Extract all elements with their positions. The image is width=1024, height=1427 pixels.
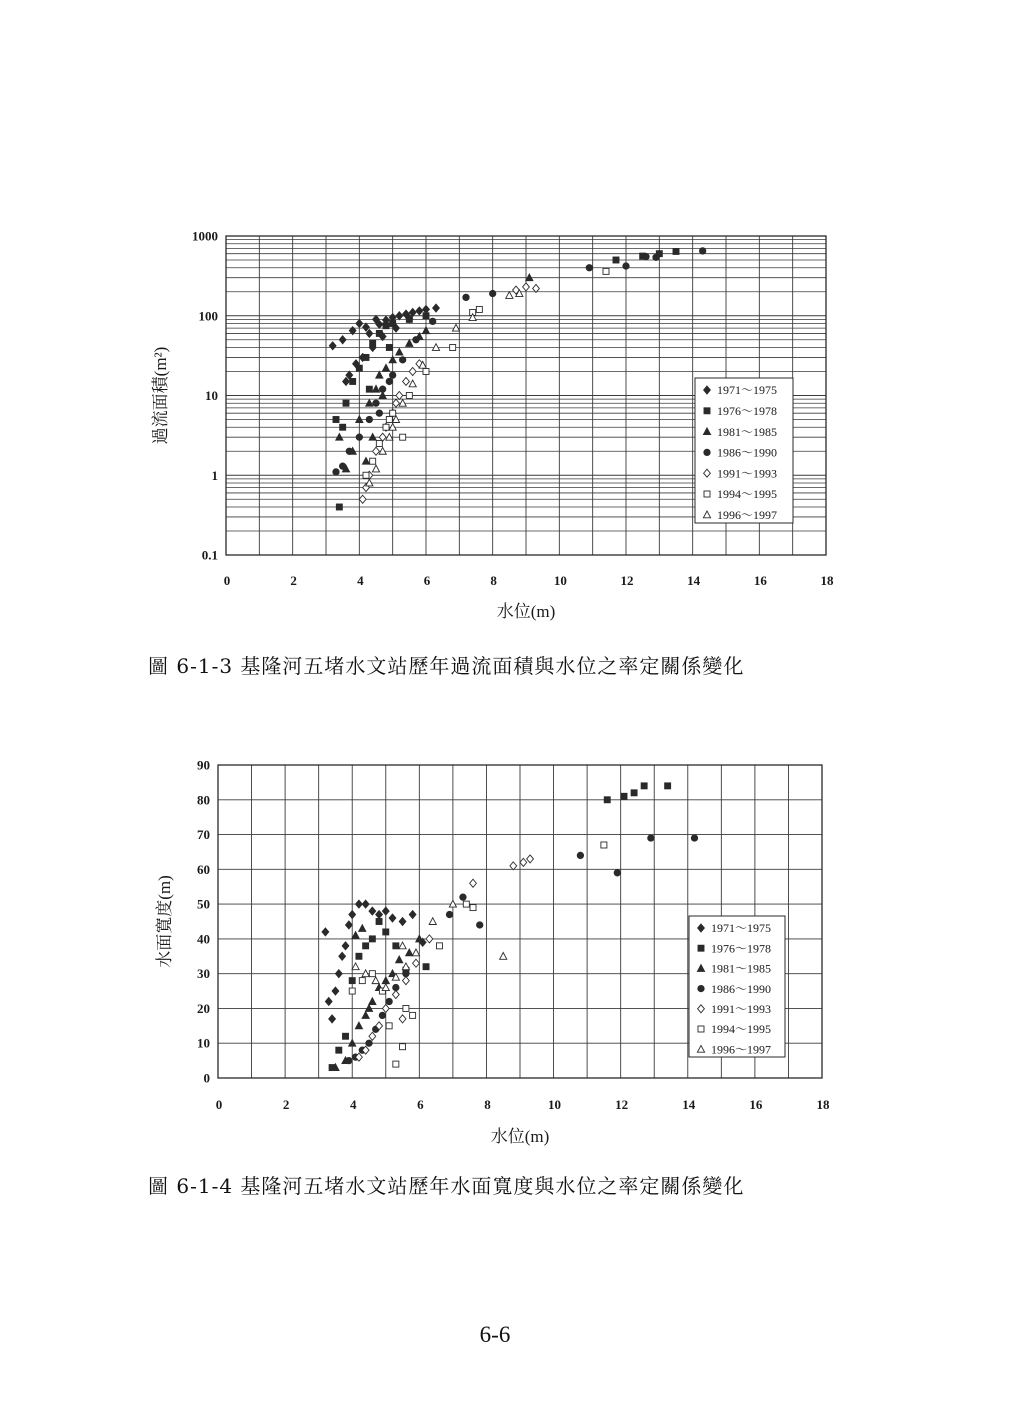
data-point: [641, 783, 647, 789]
y-tick-label: 80: [197, 792, 210, 808]
data-point: [376, 330, 382, 336]
x-tick-label: 12: [620, 573, 634, 588]
data-point: [460, 894, 466, 900]
legend-marker: [698, 985, 704, 991]
data-point: [614, 870, 620, 876]
data-point: [413, 337, 419, 343]
data-point: [356, 434, 362, 440]
x-tick-label: 18: [816, 1097, 830, 1112]
x-tick-label: 4: [357, 573, 364, 588]
x-tick-label: 14: [682, 1097, 696, 1112]
data-point: [336, 504, 342, 510]
data-point: [386, 378, 392, 384]
data-point: [370, 458, 376, 464]
x-tick-label: 10: [553, 573, 567, 588]
legend-label: 1981～1985: [711, 961, 772, 976]
x-axis-title: 水位(m): [496, 602, 556, 621]
data-point: [343, 1033, 349, 1039]
data-point: [363, 943, 369, 949]
data-point: [383, 424, 389, 430]
data-point: [383, 323, 389, 329]
data-point: [376, 441, 382, 447]
legend: [695, 378, 793, 523]
data-point: [653, 254, 659, 260]
legend-label: 1986～1990: [717, 445, 778, 460]
legend-label: 1994～1995: [717, 487, 778, 502]
data-point: [406, 393, 412, 399]
page-number: 6-6: [479, 1322, 511, 1347]
data-point: [403, 970, 409, 976]
data-point: [389, 372, 395, 378]
legend-label: 1994～1995: [711, 1022, 772, 1037]
x-tick-label: 6: [417, 1097, 424, 1112]
data-point: [648, 835, 654, 841]
legend-marker: [698, 1026, 704, 1032]
data-point: [403, 1005, 409, 1011]
data-point: [613, 257, 619, 263]
y-tick-label: 70: [197, 827, 210, 843]
figure-caption-1: 圖 6-1-3 基隆河五堵水文站歷年過流面積與水位之率定關係變化: [148, 654, 745, 678]
data-point: [383, 929, 389, 935]
data-point: [393, 1061, 399, 1067]
data-point: [340, 424, 346, 430]
legend: [689, 916, 785, 1057]
data-point: [369, 971, 375, 977]
legend-label: 1991～1993: [711, 1002, 772, 1016]
legend-label: 1981～1985: [717, 424, 778, 439]
data-point: [423, 313, 429, 319]
x-tick-label: 18: [820, 573, 834, 588]
data-point: [400, 434, 406, 440]
data-point: [423, 964, 429, 970]
x-axis-title: 水位(m): [490, 1127, 550, 1146]
data-point: [665, 783, 671, 789]
y-tick-label: 90: [197, 757, 210, 773]
data-point: [349, 988, 355, 994]
data-point: [373, 400, 379, 406]
y-tick-label: 0: [203, 1070, 210, 1086]
y-tick-label: 60: [197, 861, 210, 877]
data-point: [691, 835, 697, 841]
data-point: [333, 417, 339, 423]
width-vs-stage-chart: [0, 745, 1024, 1155]
data-point: [410, 1012, 416, 1018]
y-tick-label: 40: [197, 931, 210, 947]
data-point: [386, 344, 392, 350]
data-point: [470, 905, 476, 911]
data-point: [363, 354, 369, 360]
figure-caption-2: 圖 6-1-4 基隆河五堵水文站歷年水面寬度與水位之率定關係變化: [148, 1174, 745, 1198]
x-tick-label: 14: [687, 573, 701, 588]
data-point: [349, 978, 355, 984]
data-point: [386, 1023, 392, 1029]
data-point: [604, 797, 610, 803]
data-point: [429, 318, 435, 324]
data-point: [400, 1044, 406, 1050]
data-point: [346, 448, 352, 454]
y-tick-label: 10: [197, 1035, 210, 1051]
data-point: [346, 1057, 352, 1063]
data-point: [390, 410, 396, 416]
y-tick-label: 1: [211, 467, 218, 483]
data-point: [336, 1047, 342, 1053]
x-tick-label: 4: [349, 1097, 357, 1112]
data-point: [343, 400, 349, 406]
x-tick-label: 16: [749, 1097, 763, 1112]
x-tick-label: 6: [423, 573, 431, 588]
data-point: [489, 290, 495, 296]
y-tick-label: 100: [198, 308, 218, 324]
data-point: [631, 790, 637, 796]
data-point: [477, 922, 483, 928]
legend-label: 1996～1997: [711, 1042, 772, 1057]
data-point: [369, 936, 375, 942]
legend-label: 1971～1975: [717, 383, 778, 398]
x-tick-label: 2: [290, 573, 297, 588]
data-point: [359, 978, 365, 984]
data-point: [370, 340, 376, 346]
data-point: [363, 472, 369, 478]
y-axis-title: 水面寬度(m): [155, 875, 174, 968]
x-tick-label: 10: [548, 1097, 562, 1112]
y-tick-label: 1000: [192, 228, 218, 244]
data-point: [356, 953, 362, 959]
data-point: [577, 852, 583, 858]
data-point: [423, 368, 429, 374]
legend-marker: [698, 945, 704, 951]
data-point: [406, 316, 412, 322]
legend-marker: [704, 449, 710, 455]
x-tick-label: 8: [490, 573, 497, 588]
data-point: [366, 386, 372, 392]
x-tick-label: 2: [282, 1097, 290, 1112]
data-point: [699, 248, 705, 254]
data-point: [463, 294, 469, 300]
data-point: [379, 1012, 385, 1018]
data-point: [366, 416, 372, 422]
y-tick-label: 50: [197, 896, 210, 912]
data-point: [446, 911, 452, 917]
legend-label: 1991～1993: [717, 466, 778, 481]
data-point: [350, 378, 356, 384]
y-tick-label: 30: [197, 966, 210, 982]
data-point: [366, 1040, 372, 1046]
area-vs-stage-chart: [0, 200, 1024, 630]
y-tick-label: 20: [197, 1000, 210, 1016]
legend-label: 1986～1990: [711, 981, 772, 996]
data-point: [386, 998, 392, 1004]
x-tick-label: 0: [223, 573, 231, 588]
data-point: [586, 265, 592, 271]
data-point: [379, 386, 385, 392]
data-point: [603, 268, 609, 274]
y-axis-title: 過流面積(m²): [151, 346, 170, 445]
x-tick-label: 8: [484, 1097, 491, 1112]
x-tick-label: 16: [753, 573, 767, 588]
data-point: [436, 943, 442, 949]
data-point: [339, 463, 345, 469]
data-point: [673, 248, 679, 254]
x-tick-label: 0: [215, 1097, 223, 1112]
data-point: [643, 254, 649, 260]
legend-label: 1971～1975: [711, 921, 772, 936]
data-point: [376, 919, 382, 925]
data-point: [450, 344, 456, 350]
data-point: [399, 357, 405, 363]
y-tick-label: 10: [205, 388, 218, 403]
data-point: [393, 984, 399, 990]
y-tick-label: 0.1: [201, 547, 218, 563]
data-point: [390, 320, 396, 326]
data-point: [601, 842, 607, 848]
legend-marker: [704, 491, 710, 497]
data-point: [463, 901, 469, 907]
legend-label: 1996～1997: [717, 508, 778, 522]
data-point: [623, 263, 629, 269]
data-point: [476, 306, 482, 312]
legend-marker: [704, 408, 710, 414]
legend-label: 1976～1978: [717, 404, 778, 418]
data-point: [621, 793, 627, 799]
data-point: [356, 365, 362, 371]
data-point: [376, 410, 382, 416]
data-point: [333, 469, 339, 475]
data-point: [393, 943, 399, 949]
x-tick-label: 12: [615, 1097, 629, 1112]
data-point: [386, 417, 392, 423]
legend-label: 1976～1978: [711, 941, 772, 956]
